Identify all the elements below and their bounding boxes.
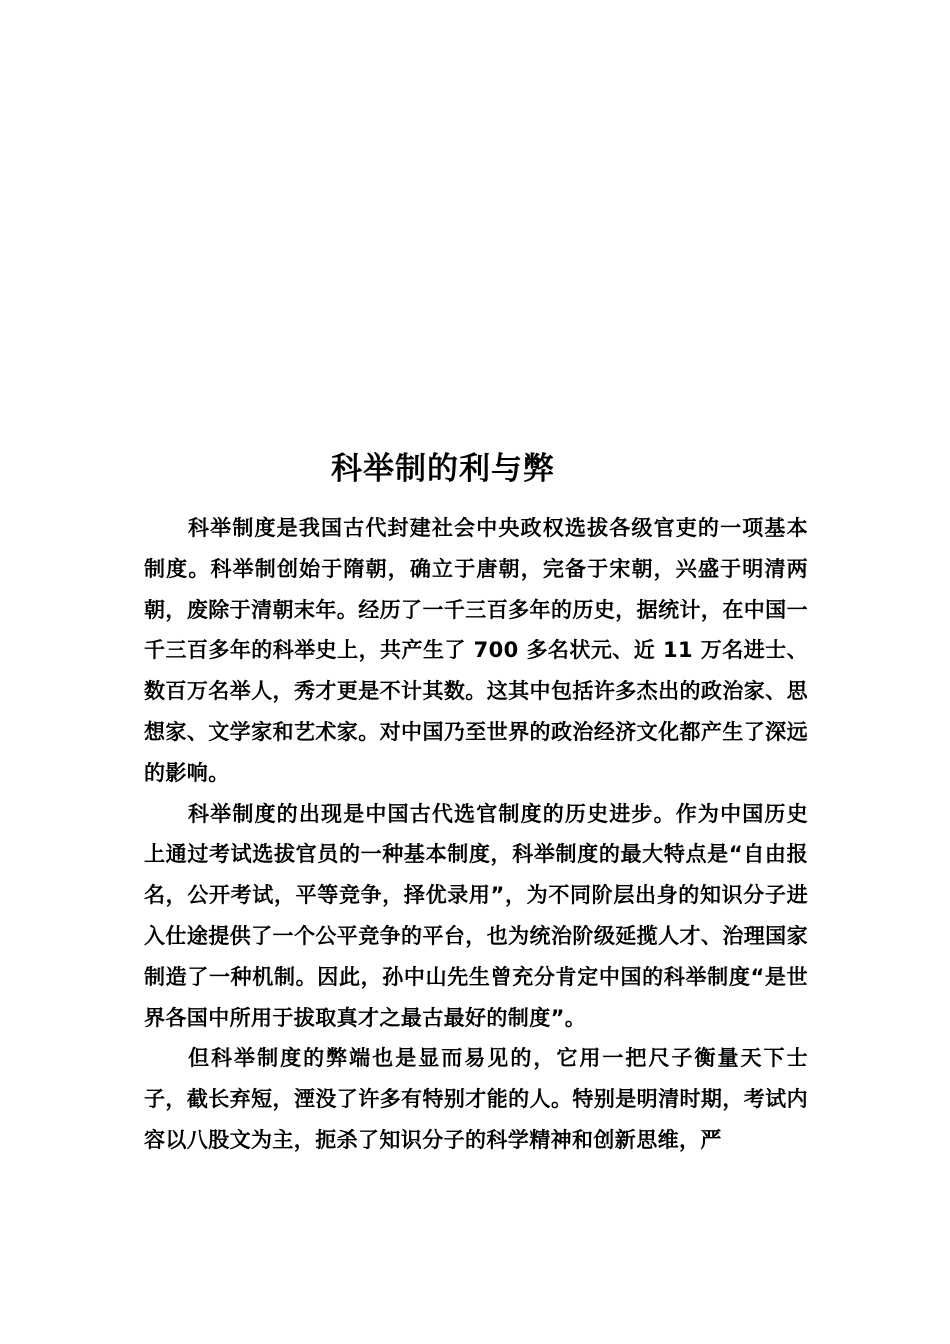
document-body bbox=[144, 508, 808, 1161]
document-title: 科举制的利与弊 bbox=[331, 451, 555, 487]
paragraph-2: 科举制度的出现是中国古代选官制度的历史进步。作为中国历史上通过考试选拔官员的一种基本制度，科举制度的最大特点是“自由报名，公开考试，平等竞争，择优录用”，为不同阶层出身的知识分子进入仕途提供了一个公平竞争的平台，也为统治阶级延揽人才、治理国家制造了一种机制。因此，孙中山先生曾充分肯定中国的科举制度“是世界各国中所用于拔取真才之最古最好的制度”。 bbox=[144, 801, 808, 1030]
paragraph-1: 科举制度是我国古代封建社会中央政权选拔各级官吏的一项基本制度。科举制创始于隋朝，确立于唐朝，完备于宋朝，兴盛于明清两朝，废除于清朝末年。经历了一千三百多年的历史，据统计，在中国一千三百多年的科举史上，共产生了 700 多名状元、近 11 万名进士、数百万名举人，秀才更是不计其数。这其中包括许多杰出的政治家、思想家、文学家和艺术家。对中国乃至世界的政治经济文化都产生了深远的影响。 bbox=[144, 516, 808, 785]
paragraph-3: 但科举制度的弊端也是显而易见的，它用一把尺子衡量天下士子，截长弃短，湮没了许多有特别才能的人。特别是明清时期，考试内容以八股文为主，扼杀了知识分子的科学精神和创新思维，严 bbox=[144, 1046, 808, 1152]
